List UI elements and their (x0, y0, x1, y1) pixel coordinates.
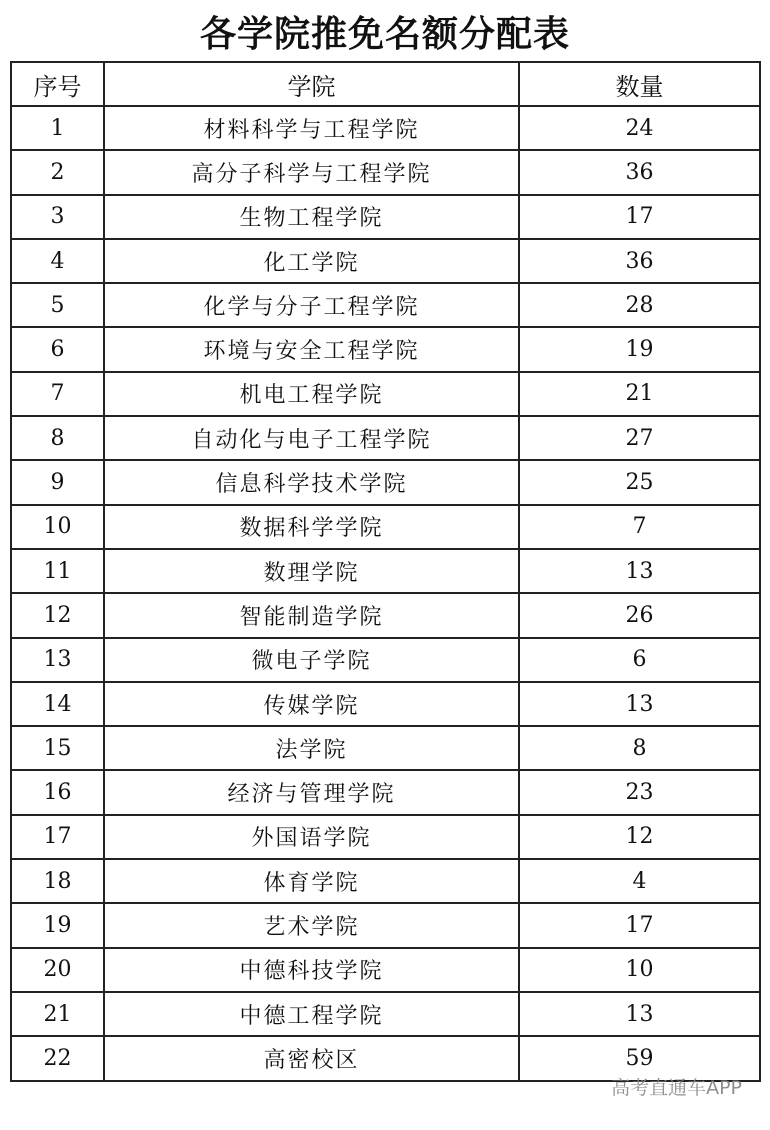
quota-count-cell: 17 (519, 195, 760, 239)
quota-table (10, 61, 761, 1082)
table-row (11, 283, 760, 327)
quota-count-cell: 12 (519, 815, 760, 859)
table-row (11, 372, 760, 416)
table-row (11, 770, 760, 814)
serial-number-cell: 1 (11, 106, 104, 150)
quota-count-cell: 6 (519, 638, 760, 682)
quota-count-cell: 23 (519, 770, 760, 814)
serial-number-cell: 15 (11, 726, 104, 770)
table-row (11, 992, 760, 1036)
table-row (11, 948, 760, 992)
serial-number-cell: 20 (11, 948, 104, 992)
quota-count-cell: 10 (519, 948, 760, 992)
college-name-cell: 微电子学院 (104, 638, 519, 682)
table-row (11, 195, 760, 239)
table-body (11, 106, 760, 1081)
watermark-text: 高考直通车APP (611, 1077, 742, 1099)
serial-number-cell: 6 (11, 327, 104, 371)
college-name-cell: 自动化与电子工程学院 (104, 416, 519, 460)
college-name-cell: 机电工程学院 (104, 372, 519, 416)
serial-number-cell: 9 (11, 460, 104, 504)
table-row (11, 416, 760, 460)
serial-number-cell: 2 (11, 150, 104, 194)
serial-number-cell: 22 (11, 1036, 104, 1080)
college-name-cell: 外国语学院 (104, 815, 519, 859)
table-row (11, 903, 760, 947)
college-name-cell: 智能制造学院 (104, 593, 519, 637)
quota-count-cell: 8 (519, 726, 760, 770)
header-college: 学院 (104, 62, 519, 106)
college-name-cell: 经济与管理学院 (104, 770, 519, 814)
table-row (11, 106, 760, 150)
college-name-cell: 艺术学院 (104, 903, 519, 947)
serial-number-cell: 12 (11, 593, 104, 637)
college-name-cell: 生物工程学院 (104, 195, 519, 239)
college-name-cell: 体育学院 (104, 859, 519, 903)
quota-count-cell: 36 (519, 239, 760, 283)
quota-count-cell: 19 (519, 327, 760, 371)
table-row (11, 638, 760, 682)
college-name-cell: 法学院 (104, 726, 519, 770)
college-name-cell: 数据科学学院 (104, 505, 519, 549)
table-row (11, 549, 760, 593)
table-row (11, 859, 760, 903)
table-row (11, 593, 760, 637)
quota-count-cell: 24 (519, 106, 760, 150)
quota-count-cell: 13 (519, 682, 760, 726)
serial-number-cell: 14 (11, 682, 104, 726)
college-name-cell: 环境与安全工程学院 (104, 327, 519, 371)
header-serial-number: 序号 (11, 62, 104, 106)
serial-number-cell: 18 (11, 859, 104, 903)
table-row (11, 239, 760, 283)
table-row (11, 460, 760, 504)
serial-number-cell: 19 (11, 903, 104, 947)
quota-count-cell: 17 (519, 903, 760, 947)
serial-number-cell: 3 (11, 195, 104, 239)
serial-number-cell: 8 (11, 416, 104, 460)
table-row (11, 327, 760, 371)
college-name-cell: 传媒学院 (104, 682, 519, 726)
serial-number-cell: 11 (11, 549, 104, 593)
serial-number-cell: 7 (11, 372, 104, 416)
quota-count-cell: 36 (519, 150, 760, 194)
table-row (11, 150, 760, 194)
quota-count-cell: 13 (519, 549, 760, 593)
serial-number-cell: 10 (11, 505, 104, 549)
quota-count-cell: 21 (519, 372, 760, 416)
table-row (11, 815, 760, 859)
table-row (11, 505, 760, 549)
quota-count-cell: 13 (519, 992, 760, 1036)
college-name-cell: 信息科学技术学院 (104, 460, 519, 504)
serial-number-cell: 4 (11, 239, 104, 283)
quota-count-cell: 28 (519, 283, 760, 327)
quota-count-cell: 4 (519, 859, 760, 903)
quota-count-cell: 27 (519, 416, 760, 460)
quota-count-cell: 7 (519, 505, 760, 549)
college-name-cell: 高密校区 (104, 1036, 519, 1080)
serial-number-cell: 16 (11, 770, 104, 814)
table-header-row (11, 62, 760, 106)
quota-count-cell: 59 (519, 1036, 760, 1080)
table-row (11, 726, 760, 770)
quota-count-cell: 25 (519, 460, 760, 504)
serial-number-cell: 17 (11, 815, 104, 859)
quota-count-cell: 26 (519, 593, 760, 637)
serial-number-cell: 13 (11, 638, 104, 682)
college-name-cell: 中德工程学院 (104, 992, 519, 1036)
serial-number-cell: 5 (11, 283, 104, 327)
page-title: 各学院推免名额分配表 (199, 13, 570, 55)
college-name-cell: 中德科技学院 (104, 948, 519, 992)
college-name-cell: 材料科学与工程学院 (104, 106, 519, 150)
college-name-cell: 化学与分子工程学院 (104, 283, 519, 327)
table-row (11, 682, 760, 726)
college-name-cell: 数理学院 (104, 549, 519, 593)
table-header (11, 62, 760, 106)
serial-number-cell: 21 (11, 992, 104, 1036)
header-count: 数量 (519, 62, 760, 106)
college-name-cell: 化工学院 (104, 239, 519, 283)
college-name-cell: 高分子科学与工程学院 (104, 150, 519, 194)
